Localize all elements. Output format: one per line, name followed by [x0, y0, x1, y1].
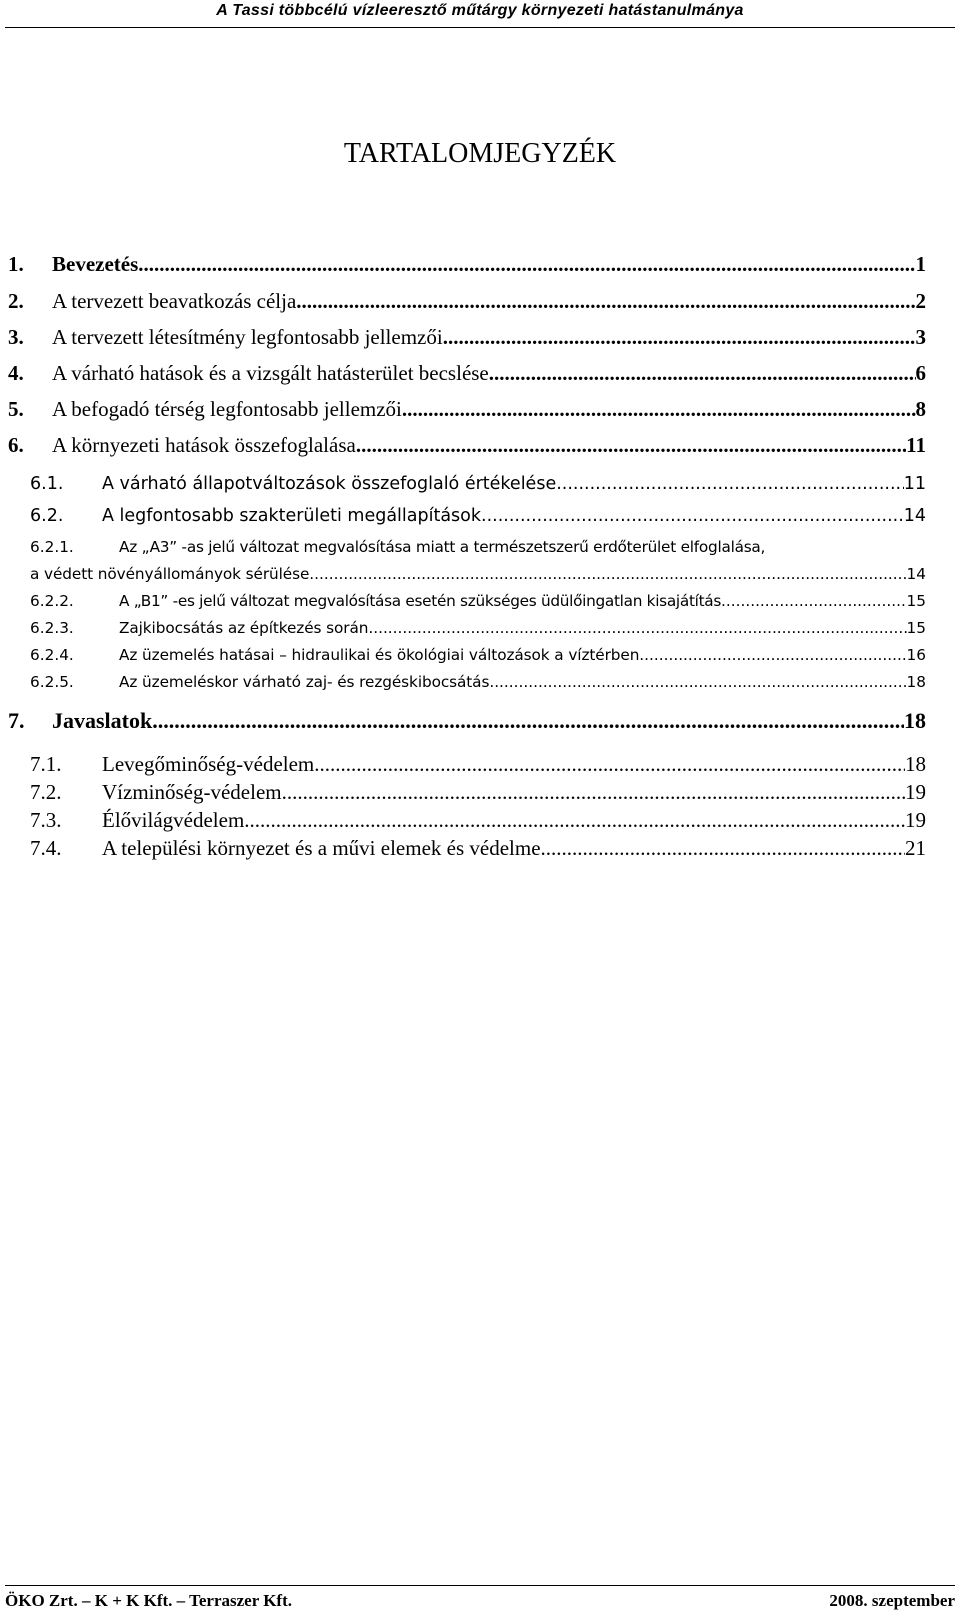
toc-text: Vízminőség-védelem: [102, 780, 282, 804]
toc-entry-7-3[interactable]: [30, 808, 926, 832]
toc-number: 6.1.: [30, 474, 64, 494]
toc-entry-7-2[interactable]: [30, 780, 926, 804]
toc-entry-6[interactable]: [8, 433, 926, 457]
toc-page: 19: [905, 780, 926, 804]
toc-page: 6: [915, 361, 926, 385]
toc-page: 14: [906, 565, 926, 583]
toc-text: A befogadó térség legfontosabb jellemzői: [52, 397, 402, 421]
toc-number: 7.2.: [30, 780, 62, 804]
toc-leader: [556, 473, 904, 495]
toc-leader: [368, 618, 906, 638]
toc-entry-6-2-5[interactable]: [30, 672, 926, 692]
toc-number: 6.2.3.: [30, 619, 74, 637]
toc-page: 11: [903, 474, 926, 494]
toc-number: 3.: [8, 325, 24, 349]
toc-entry-6-1[interactable]: [30, 473, 926, 495]
toc-entry-4[interactable]: [8, 361, 926, 385]
footer-rule: [5, 1585, 955, 1586]
toc-leader: [489, 361, 916, 385]
toc-entry-7-1[interactable]: [30, 752, 926, 776]
toc-entry-5[interactable]: [8, 397, 926, 421]
toc-page: 14: [903, 506, 926, 526]
toc-leader: [443, 325, 916, 349]
toc-text: Levegőminőség-védelem: [102, 752, 315, 776]
toc-entry-3[interactable]: [8, 325, 926, 349]
toc-page: 15: [906, 592, 926, 610]
toc-number: 5.: [8, 397, 24, 421]
toc-leader: [721, 591, 907, 611]
toc-leader: [314, 752, 905, 776]
toc-page: 8: [915, 397, 926, 421]
toc-number: 4.: [8, 361, 24, 385]
toc-text: Az üzemeléskor várható zaj- és rezgéskibocsátás: [119, 673, 490, 691]
toc-leader: [639, 645, 906, 665]
toc-page: 18: [905, 752, 926, 776]
toc-number: 7.4.: [30, 836, 62, 860]
toc-text: A tervezett létesítmény legfontosabb jellemzői: [52, 325, 443, 349]
toc-text: Az üzemelés hatásai – hidraulikai és ökológiai változások a víztérben: [119, 646, 640, 664]
toc-entry-7-4[interactable]: [30, 836, 926, 860]
toc-number: 6.: [8, 433, 24, 457]
toc-number: 6.2.: [30, 506, 64, 526]
toc-page: 2: [915, 289, 926, 313]
toc-number: 6.2.5.: [30, 673, 74, 691]
toc-leader: [541, 836, 905, 860]
toc-number: 6.2.4.: [30, 646, 74, 664]
toc-leader: [296, 289, 915, 313]
toc-entry-6-2[interactable]: [30, 505, 926, 527]
toc-page: 1: [915, 252, 926, 276]
toc-leader: [489, 672, 906, 692]
toc-leader: [152, 708, 904, 734]
toc-page: 21: [905, 836, 926, 860]
toc-page: 11: [906, 433, 926, 457]
toc-number: 1.: [8, 252, 24, 276]
toc-entry-6-2-2[interactable]: [30, 591, 926, 611]
toc-entry-6-2-1-line1[interactable]: [30, 537, 926, 557]
toc-leader: [481, 505, 904, 527]
page-footer: [0, 1588, 960, 1612]
toc-leader: [402, 397, 916, 421]
toc-entry-1[interactable]: [8, 252, 926, 276]
toc-leader: [244, 808, 905, 832]
toc-page: 19: [905, 808, 926, 832]
toc-entry-6-2-3[interactable]: [30, 618, 926, 638]
toc-text: A várható állapotváltozások összefoglaló értékelése: [102, 474, 557, 494]
toc-page: 18: [906, 673, 926, 691]
toc-leader: [282, 780, 905, 804]
toc-number: 6.2.1.: [30, 538, 74, 556]
toc-number: 2.: [8, 289, 24, 313]
toc-text: A környezeti hatások összefoglalása: [52, 433, 356, 457]
toc-entry-7[interactable]: [8, 708, 926, 734]
toc-text: A települési környezet és a művi elemek és védelme: [102, 836, 541, 860]
toc-number: 7.: [8, 708, 25, 733]
toc-entry-6-2-1-line2[interactable]: [30, 564, 926, 584]
header-rule: [5, 27, 955, 28]
toc-text: A legfontosabb szakterületi megállapítások: [102, 506, 482, 526]
toc-text: Zajkibocsátás az építkezés során: [119, 619, 369, 637]
toc-text: Bevezetés: [52, 252, 139, 276]
toc-page: 15: [906, 619, 926, 637]
toc-leader: [138, 252, 915, 276]
toc-text: Az „A3” -as jelű változat megvalósítása miatt a természetszerű erdőterület elfoglalása,: [119, 538, 766, 556]
toc-page: 16: [906, 646, 926, 664]
toc-leader: [309, 564, 906, 584]
toc-text: A „B1” -es jelű változat megvalósítása esetén szükséges üdülőingatlan kisajátítás: [119, 592, 722, 610]
toc-page: 3: [915, 325, 926, 349]
toc-text: A várható hatások és a vizsgált hatásterület becslése: [52, 361, 489, 385]
toc-text: Javaslatok: [52, 708, 153, 733]
toc-entry-2[interactable]: [8, 289, 926, 313]
footer-date: 2008. szeptember: [829, 1591, 955, 1610]
toc-text: A tervezett beavatkozás célja: [52, 289, 297, 313]
toc-text: Élővilágvédelem: [102, 808, 245, 832]
toc-leader: [356, 433, 906, 457]
footer-authors: ÖKO Zrt. – K + K Kft. – Terraszer Kft.: [5, 1591, 292, 1610]
toc-number: 7.1.: [30, 752, 62, 776]
toc-page: 18: [904, 708, 926, 733]
toc-number: 6.2.2.: [30, 592, 74, 610]
running-header: A Tassi többcélú vízleeresztő műtárgy környezeti hatástanulmánya: [216, 2, 744, 19]
document-title: TARTALOMJEGYZÉK: [343, 138, 617, 169]
toc-entry-6-2-4[interactable]: [30, 645, 926, 665]
toc-text: a védett növényállományok sérülése: [30, 565, 310, 583]
toc-number: 7.3.: [30, 808, 62, 832]
